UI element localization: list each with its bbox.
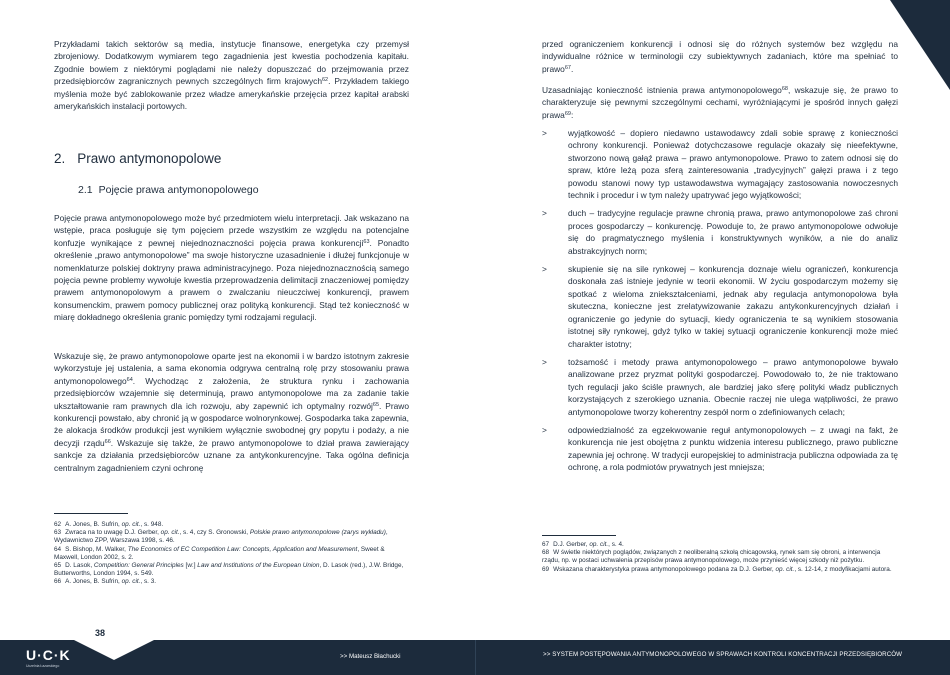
right-page — [475, 0, 950, 640]
paragraph: Wskazuje się, że prawo antymonopolowe oparte jest na ekonomii i w bardzo istotnym zakresie wykorzystuje jej ustalenia, a sama ekonomia odgrywa centralną rolę przy stosowaniu prawa antymonopolowego$^{64}$. Wychodząc z założenia, że struktura rynku i zachowania przedsiębiorców wzajemnie się determinują, prawo antymonopolowe ma za zadanie takie ukształtowanie ram prawnych dla ich rozwoju, aby zapewnić ich optymalny rozwój$^{65}$. Prawo konkurencji powstało, aby chronić ją w gospodarce wolnorynkowej. Gospodarka taka zapewnia, że alokacja środków produkcji jest wynikiem wyłącznie swobodnej gry popytu i podaży, a nie decyzji rządu$^{66}$. Wskazuje się także, że prawo antymonopolowe to dział prawa zawierający sankcje za działania przedsiębiorców uznane za antykonkurencyjne. Taka ogólna definicja centralnym zagadnieniem czyni ochronę — [54, 351, 409, 473]
publisher-logo: U·C·K — [26, 647, 71, 663]
footnote: 66 A. Jones, B. Sufrin, op. cit., s. 3. — [54, 578, 157, 586]
list-item: > duch – tradycyjne regulacje prawne chronią prawa, prawo antymonopolowe zaś chroni proces gospodarczy – konkurencję. Powoduje to, że prawo antymonopolowe odwołuje się do pragmatycznego myślenia i konstruktywnych wyników, a nie do analiz abstrakcyjnych norm; — [542, 208, 898, 256]
footer-divider — [475, 640, 476, 675]
footnote: 65 D. Lasok, Competition: General Principles [w:] Law and Institutions of the European Union, D. Lasok (red.), J.W. Bridge, Butterworths, London 1994, s. 549. — [54, 562, 404, 578]
page-number-right: 39 — [918, 60, 929, 70]
footnote: 68 W świetle niektórych poglądów, związanych z neoliberalną szkołą chicagowską, rynek sam się obroni, a interwencja rządu, np. w postaci uchwalenia przepisów prawa antymonopolowego, może przynieść więcej szkody niż pożytku. — [542, 549, 881, 565]
bullet-marker: > — [542, 424, 547, 435]
page-number-left: 38 — [94, 628, 105, 638]
footnote: 63 Zwraca na to uwagę D.J. Gerber, op. cit., s. 4, czy S. Gronowski, Polskie prawo antymonopolowe (zarys wykładu), Wydawnictwo ZPP, Warszawa 1998, s. 46. — [54, 529, 388, 545]
bullet-list — [542, 127, 898, 480]
paragraph: Przykładami takich sektorów są media, instytucje finansowe, energetyka czy przemysł zbrojeniowy. Dodatkowym wymiarem tego zagadnienia jest kwestia pochodzenia kapitału. Zgodnie bowiem z niektórymi poglądami nie należy dopuszczać do przejmowania przez przedsiębiorców zagranicznych pewnych szczególnych firm krajowych$^{62}$. Przykładem takiego myślenia może być zablokowanie przez władze amerykańskie przejęcia przez kapitał arabski amerykańskich instalacji portowych. — [54, 39, 409, 112]
footnote: 69 Wskazana charakterystyka prawa antymonopolowego podana za D.J. Gerber, op. cit., s. 12-14, z modyfikacjami autora. — [542, 565, 892, 573]
list-item: > skupienie się na sile rynkowej – konkurencja doznaje wielu ograniczeń, konkurencja doskonała zaś istnieje jedynie w teorii ekonomii. W życiu gospodarczym możemy się spotkać z wieloma zniekształceniami, jednak aby regulacja antymonopolowa była skuteczna, konieczne jest zrelatywizowanie zakazu antykonkurencyjnych działań i ograniczenie go jedynie do sytuacji, kiedy ograniczenia te są wynikiem stosowania istotnej siły rynkowej, gdyż tylko w takiej sytuacji ograniczenie konkurencji może mieć charakter istotny; — [542, 264, 898, 349]
footnotes — [54, 521, 409, 587]
footer-author: >> Mateusz Błachucki — [340, 653, 401, 660]
footnotes — [542, 541, 898, 574]
bullet-marker: > — [542, 208, 547, 219]
paragraph: Uzasadniając konieczność istnienia prawa antymonopolowego$^{68}$, wskazuje się, że prawo to charakteryzuje się pewnymi szczególnymi cechami, wyróżniającymi je spośród innych gałęzi prawa$^{69}$: — [542, 85, 898, 120]
page-corner-marker — [890, 0, 950, 90]
section-heading: 2. Prawo antymonopolowe — [54, 151, 222, 166]
footnote: 64 S. Bishop, M. Walker, The Economics of EC Competition Law: Concepts, Application and Measurement, Sweet & Maxwell, London 2002, s. 2. — [54, 545, 385, 561]
footnote-rule — [542, 535, 616, 536]
bullet-marker: > — [542, 264, 547, 275]
subsection-heading: 2.1 Pojęcie prawa antymonopolowego — [78, 184, 259, 196]
page-number-tab — [74, 640, 154, 660]
footnote-rule — [54, 513, 128, 514]
publisher-logo-subtitle: Uczelnia Łazarskiego — [26, 664, 60, 668]
list-item: > odpowiedzialność za egzekwowanie reguł antymonopolowych – z uwagi na fakt, że konkurencja nie jest obojętna z punktu widzenia interesu publicznego, prawo publiczne zapewnia jej ochronę. W tradycji europejskiej to administracja publiczna odpowiada za tę ochronę, a rola podmiotów prywatnych jest mniejsza; — [542, 424, 898, 473]
footer-book-title: >> SYSTEM POSTĘPOWANIA ANTYMONOPOLOWEGO W SPRAWACH KONTROLI KONCENTRACJI PRZEDSIĘBIORCÓW — [543, 651, 903, 658]
list-item: > wyjątkowość – dopiero niedawno ustawodawcy zdali sobie sprawę z konieczności ochrony konkurencji. Ponieważ dotychczasowe regulacje okazały się nieefektywne, stworzono nową gałąź prawa – prawo antymonopolowe. Prawo to zatem odnosi się do spraw, które leżą poza sferą zainteresowania „tradycyjnych” gałęzi prawa i z tego powodu stanowi nowy typ ustawodawstwa wymagający zastosowania nowoczesnych technik i procedur i w tym należy upatrywać jego wyjątkowości; — [542, 128, 898, 201]
paragraph: przed ograniczeniem konkurencji i odnosi się do różnych systemów bez względu na indywidualne różnice w terminologii czy subiektywnych zadaniach, które ma spełniać to prawo$^{67}$. — [542, 39, 898, 74]
paragraph: Pojęcie prawa antymonopolowego może być przedmiotem wielu interpretacji. Jak wskazano na wstępie, praca posługuje się tym pojęciem przede wszystkim ze względu na potencjalne konfuzje wynikające z pewnej niejednoznaczności pojęcia prawa konkurencji$^{63}$. Ponadto określenie „prawo antymonopolowe” ma swoje historyczne uzasadnienie i dłużej funkcjonuje w nomenklaturze polskiej doktryny prawa administracyjnego. Poza niejednoznacznością samego pojęcia pewne problemy wywołuje kwestia przeprowadzenia delimitacji znaczeniowej pomiędzy prawem antymonopolowym a prawem o zwalczaniu nieuczciwej konkurencji, prawem konsumenckim, prawem pomocy publicznej oraz polityką konkurencji. Stąd też konieczność w miarę dokładnego określenia granic pomiędzy tymi rodzajami regulacji. — [54, 213, 409, 323]
list-item: > tożsamość i metody prawa antymonopolowego – prawo antymonopolowe bywało analizowane przez pryzmat polityki gospodarczej. Powodowało to, że nie traktowano tych regulacji jako ściśle prawnych, ale bardziej jako sferę polityki władz publicznych korzystających z szerokiego uznania. Obecnie raczej nie ulega wątpliwości, że prawo antymonopolowe tworzy koherentny zespół norm o zdefiniowanych celach; — [542, 356, 898, 417]
left-page — [0, 0, 475, 640]
bullet-marker: > — [542, 356, 547, 367]
footnote: 62 A. Jones, B. Sufrin, op. cit., s. 948. — [54, 521, 164, 528]
bullet-marker: > — [542, 128, 547, 138]
footnote: 67 D.J. Gerber, op. cit., s. 4. — [542, 541, 624, 548]
